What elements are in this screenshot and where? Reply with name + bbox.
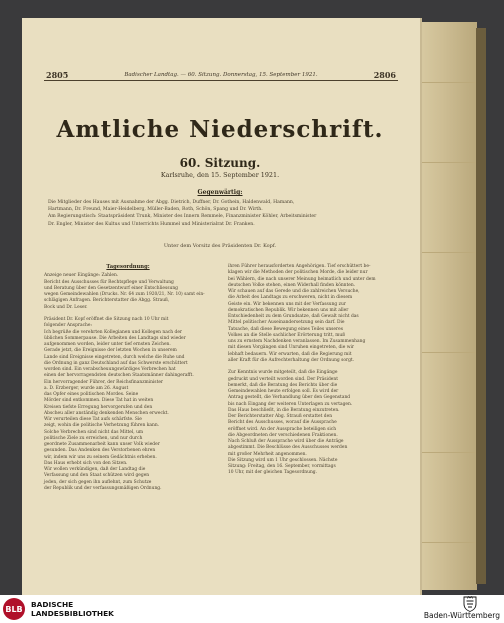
- text-line: die Arbeit des Landtags zu erschweren, nicht in diesem: [228, 295, 353, 301]
- text-line: Ein hervorragender Führer, der Reichsfinanzminister: [44, 379, 164, 385]
- attendance-line: Am Regierungstisch: Staatspräsident Trunk, Minister des Innern Remmele, Finanzminister Köhler, Arbeitsminister: [48, 214, 317, 220]
- text-line: klagen wir die Methoden der politischen Morde, die leider nur: [228, 270, 368, 276]
- right-column: [228, 264, 396, 477]
- text-line: aller Kraft für die Aufrechterhaltung der Ordnung sorgt.: [228, 357, 355, 363]
- text-line: folgender Ansprache:: [44, 323, 92, 329]
- running-head: Badischer Landtag. — 60. Sitzung. Donnerstag, 15. September 1921.: [124, 72, 318, 78]
- text-line: Volkes an die Stelle sachlicher Erörterung tritt, muß: [228, 332, 346, 338]
- blb-logo[interactable]: BLB: [3, 598, 25, 620]
- text-line: bis nach Eingang der weiteren Unterlagen zu vertagen.: [228, 401, 353, 407]
- attendance-line: Dr. Engler, Minister des Kultus und Unterrichts Hummel und Ministerialrat Dr. Franken.: [48, 221, 255, 227]
- text-line: mit diesen Vorgängen sind Unruhen eingetreten, die wir: [228, 345, 354, 351]
- text-line: Verfassung und den Staat schützen wird gegen: [44, 473, 150, 479]
- text-line: das Opfer eines politischen Mordes. Seine: [44, 392, 139, 397]
- text-line: jeden, der sich gegen ihn auflehnt, zum Schutze: [44, 479, 152, 485]
- text-line: abgestimmt. Die Beschlüsse des Ausschusses werden: [228, 445, 348, 451]
- text-line: Der Berichterstatter Abg. Strauß erstattet den: [228, 414, 333, 419]
- text-line: ihren Führer herausforderten Angehörigen. Tief erschüttert be-: [228, 264, 371, 269]
- text-line: bemerkt, daß die Beratung des Berichts über die: [228, 382, 338, 388]
- text-line: Das Haus erhebt sich von den Sitzen.: [44, 460, 128, 466]
- text-line: Mittel politischer Auseinandersetzung sein darf. Die: [228, 320, 345, 326]
- coat-of-arms-icon: [463, 596, 477, 612]
- text-line: demokratischen Republik. Wir bekennen uns mit aller: [228, 307, 349, 313]
- text-line: uns zu ernstem Nachdenken veranlassen. Im Zusammenhang: [228, 339, 366, 344]
- text-line: zeigt, wohin die politische Verhetzung führen kann.: [44, 423, 160, 429]
- blb-library-name[interactable]: [31, 600, 114, 618]
- text-line: üblichen Sommerpause. Die Arbeiten des Landtags sind wieder: [44, 335, 186, 341]
- text-line: Nach Schluß der Aussprache wird über die Anträge: [228, 439, 344, 444]
- text-line: Tatsache, daß diese Bewegung eines Teiles unseres: [228, 326, 343, 332]
- text-line: Mörder sind entkommen. Diese Tat hat in weiten: [44, 398, 154, 404]
- sitting-number: 60. Sitzung.: [179, 156, 261, 170]
- book-binding-edge: [476, 28, 486, 584]
- text-line: deutschen Volke stehen, einen Widerhall finden könnten.: [228, 282, 356, 288]
- agenda-heading: Tagesordnung:: [106, 264, 150, 270]
- text-line: eröffnet wird. An der Aussprache beteiligen sich: [228, 426, 337, 432]
- text-line: Bericht des Ausschusses, worauf die Aussprache: [228, 420, 337, 426]
- text-line: Bock und Dr. Leser.: [44, 304, 88, 310]
- page-number-right: 2806: [373, 70, 396, 80]
- state-name[interactable]: Baden-Württemberg: [423, 611, 500, 620]
- text-line: politische Ziele zu erreichen, und nur durch: [44, 435, 143, 441]
- present-heading: Gegenwärtig:: [197, 189, 243, 196]
- text-line: die Abgeordneten der verschiedenen Fraktionen.: [228, 432, 338, 438]
- text-line: Wir schauen auf das Gerede und die zahlreichen Versuche,: [228, 289, 360, 294]
- text-line: Solche Verbrechen sind nicht das Mittel, um: [44, 429, 144, 435]
- text-line: Wir verurteilen diese Tat aufs schärfste. Sie: [44, 417, 142, 422]
- text-line: Entschiedenheit zu dem Grundsatze, daß Gewalt nicht das: [228, 314, 359, 319]
- page-number-left: 2805: [46, 70, 69, 80]
- text-line: a. D. Erzberger, wurde am 26. August: [44, 385, 129, 391]
- chair-line: Unter dem Vorsitz des Präsidenten Dr. Kopf.: [163, 243, 277, 249]
- blb-name-line-1: BADISCHE: [31, 600, 74, 609]
- text-line: Zur Kenntnis wurde mitgeteilt, daß die Eingänge: [228, 370, 338, 376]
- text-line: Gemeindewahlen heute erfolgen soll. Es wird der: [228, 389, 339, 394]
- footer-bar: [0, 595, 504, 623]
- text-line: Das Haus beschließt, in die Beratung einzutreten.: [228, 407, 340, 413]
- text-line: Anzeige neuer Eingänge: Zahlen.: [44, 273, 119, 279]
- text-line: die Ordnung in ganz Deutschland auf das Schwerste erschüttert: [44, 360, 188, 366]
- text-line: mit großer Mehrheit angenommen.: [228, 451, 307, 457]
- page-stack-edge: [420, 22, 477, 590]
- text-line: Sitzung: Freitag, den 16. September, vormittags: [228, 464, 336, 469]
- attendance-line: Die Mitglieder des Hauses mit Ausnahme der Abgg. Dietrich, Duffner, Dr. Gothein, Haldenwald, Hamann,: [48, 200, 295, 205]
- blb-name-line-2: LANDESBIBLIOTHEK: [31, 609, 114, 618]
- text-line: Antrag gestellt, die Verhandlung über den Gegenstand: [228, 395, 351, 401]
- left-column: [44, 264, 212, 492]
- text-line: schlägigen Anfragen. Berichterstatter die Abgg. Strauß,: [44, 298, 170, 304]
- attendance-block: [48, 199, 396, 228]
- text-line: worden sind. Ein verabscheuungswürdiges Verbrechen hat: [44, 367, 176, 372]
- text-line: Die Sitzung wird um 1 Uhr geschlossen. Nächste: [228, 457, 338, 463]
- text-line: aufgenommen worden, leider unter tief ernsten Zeichen.: [44, 342, 171, 347]
- text-line: Geiste ein. Wir bekennen uns mit der Verfassung zur: [228, 301, 346, 307]
- text-line: wegen Gemeindewahlen (Drucks. Nr. 64 zum 1920/21, Nr. 10) samt ein-: [44, 292, 205, 297]
- text-line: Abscheu aller anständig denkenden Menschen erweckt.: [44, 410, 169, 416]
- text-line: geordnete Zusammenarbeit kann unser Volk wieder: [44, 442, 160, 447]
- text-line: Wir wollen verkündigen, daß der Landtag die: [44, 467, 146, 472]
- dateline: Karlsruhe, den 15. September 1921.: [160, 171, 280, 179]
- text-line: 10 Uhr, mit der gleichen Tagesordnung.: [228, 470, 317, 476]
- attendance-line: Hartmann, Dr. Freund, Maier-Heidelberg, Müller-Baden, Roth, Schön, Spang und Dr. Wirth.: [48, 207, 263, 213]
- document-title: Amtliche Niederschrift.: [56, 116, 384, 143]
- text-line: Gerade jetzt, die Ereignisse der letzten Wochen in unserem: [44, 348, 177, 354]
- text-line: Lande sind Ereignisse eingetreten, durch welche die Ruhe und: [44, 354, 185, 360]
- text-line: Bericht des Ausschusses für Rechtspflege und Verwaltung: [44, 279, 174, 285]
- text-line: lebhaft bedauern. Wir erwarten, daß die Regierung mit: [228, 351, 352, 357]
- text-line: und Beratung über den Gesetzentwurf einer Entschliessung: [44, 285, 178, 291]
- header-rule: [44, 80, 398, 81]
- text-line: Präsident Dr. Kopf eröffnet die Sitzung nach 10 Uhr mit: [44, 317, 169, 322]
- text-line: bei Wählern, die nach unserer Meinung heimatlich und unter dem: [228, 276, 376, 282]
- text-line: wir, indem wir uns zu seinem Gedächtnis erheben.: [44, 454, 157, 460]
- text-line: der Republik und der verfassungsmäßigen Ordnung.: [44, 485, 162, 491]
- page-header: [46, 70, 396, 80]
- text-line: Ich begrüße die verehrten Kollegianen und Kollegen nach der: [44, 329, 183, 335]
- text-line: gedruckt und verteilt worden sind. Der Präsident: [228, 376, 338, 382]
- text-line: gesunden. Das Andenken des Verstorbenen ehren: [44, 448, 156, 454]
- text-line: einen der hervorragendsten deutschen Staatsmänner dahingerafft.: [44, 373, 194, 379]
- text-line: Kreisen tiefste Erregung hervorgerufen und den: [44, 404, 153, 410]
